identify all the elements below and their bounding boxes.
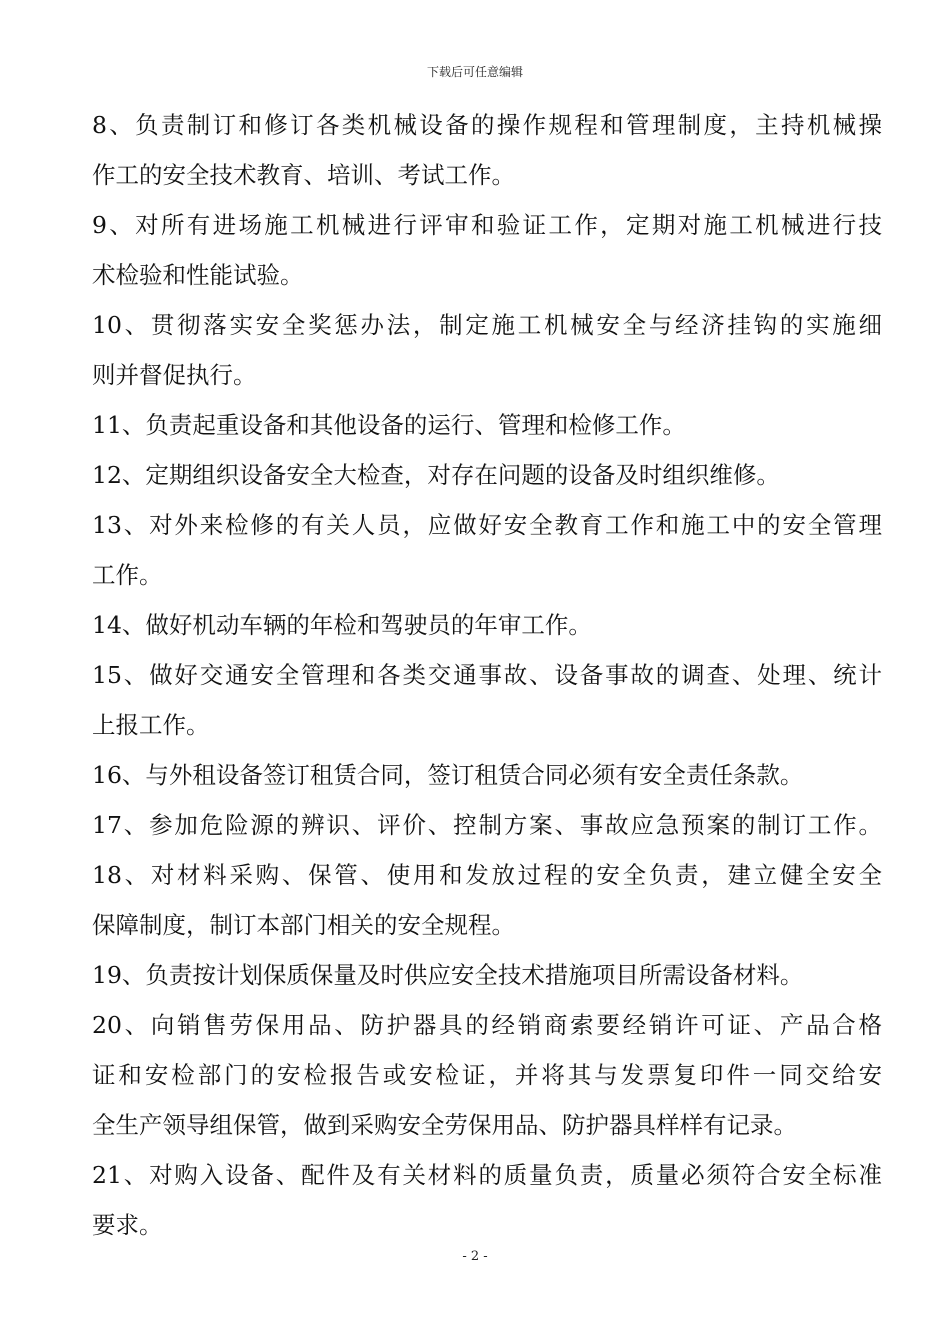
text-line: 12、定期组织设备安全大检查，对存在问题的设备及时组织维修。 bbox=[92, 461, 780, 489]
text-line: 8、负责制订和修订各类机械设备的操作规程和管理制度，主持机械操 bbox=[92, 111, 882, 139]
text-line: 作工的安全技术教育、培训、考试工作。 bbox=[92, 161, 515, 189]
page-number: - 2 - bbox=[462, 1249, 488, 1264]
text-line: 19、负责按计划保质保量及时供应安全技术措施项目所需设备材料。 bbox=[92, 961, 804, 989]
text-line: 术检验和性能试验。 bbox=[92, 261, 304, 289]
document-body bbox=[92, 100, 882, 1250]
text-line: 15、做好交通安全管理和各类交通事故、设备事故的调查、处理、统计 bbox=[92, 661, 882, 689]
text-line: 9、对所有进场施工机械进行评审和验证工作，定期对施工机械进行技 bbox=[92, 211, 882, 239]
text-line: 全生产领导组保管，做到采购安全劳保用品、防护器具样样有记录。 bbox=[92, 1111, 797, 1139]
text-line: 工作。 bbox=[92, 561, 163, 589]
text-line: 保障制度，制订本部门相关的安全规程。 bbox=[92, 911, 515, 939]
text-line: 10、贯彻落实安全奖惩办法，制定施工机械安全与经济挂钩的实施细 bbox=[92, 311, 882, 339]
text-line: 21、对购入设备、配件及有关材料的质量负责，质量必须符合安全标准 bbox=[92, 1161, 882, 1189]
text-line: 18、对材料采购、保管、使用和发放过程的安全负责，建立健全安全 bbox=[92, 861, 882, 889]
text-line: 上报工作。 bbox=[92, 711, 210, 739]
text-line: 16、与外租设备签订租赁合同，签订租赁合同必须有安全责任条款。 bbox=[92, 761, 804, 789]
text-line: 则并督促执行。 bbox=[92, 361, 257, 389]
text-line: 11、负责起重设备和其他设备的运行、管理和检修工作。 bbox=[92, 411, 686, 439]
text-line: 要求。 bbox=[92, 1211, 163, 1239]
text-line: 证和安检部门的安检报告或安检证，并将其与发票复印件一同交给安 bbox=[92, 1061, 882, 1089]
page-header: 下载后可任意编辑 bbox=[426, 65, 523, 79]
text-line: 17、参加危险源的辨识、评价、控制方案、事故应急预案的制订工作。 bbox=[92, 811, 882, 839]
text-line: 20、向销售劳保用品、防护器具的经销商索要经销许可证、产品合格 bbox=[92, 1011, 882, 1039]
text-line: 14、做好机动车辆的年检和驾驶员的年审工作。 bbox=[92, 611, 592, 639]
text-line: 13、对外来检修的有关人员，应做好安全教育工作和施工中的安全管理 bbox=[92, 511, 882, 539]
